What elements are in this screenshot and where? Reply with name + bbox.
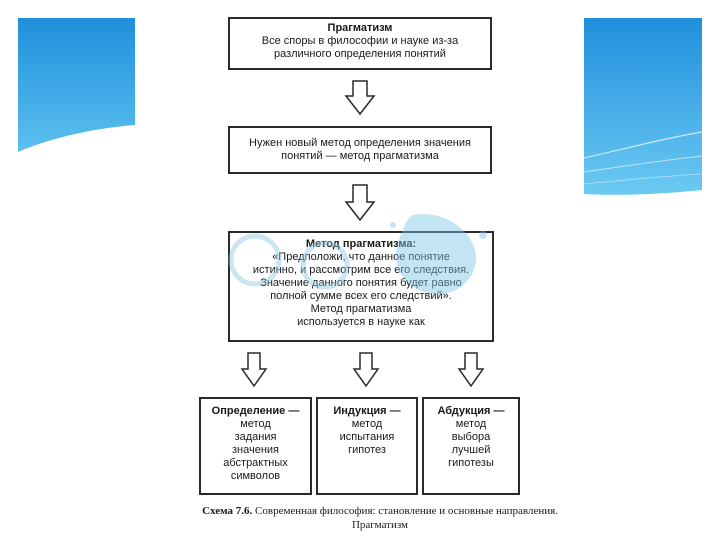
watermark-logo — [213, 205, 513, 305]
down-arrow-icon — [352, 352, 380, 388]
definition-box — [199, 397, 312, 495]
right-wave-decoration — [580, 0, 720, 210]
definition-title: Определение — — [211, 405, 300, 417]
abduction-text-line: выбора — [451, 431, 491, 443]
new-method-text-line: понятий — метод прагматизма — [281, 150, 439, 162]
new-method-box — [228, 126, 492, 174]
definition-text-line: абстрактных — [223, 457, 288, 469]
abduction-text-line: гипотезы — [448, 457, 494, 469]
induction-text-line: гипотез — [348, 444, 386, 456]
left-wave-decoration — [0, 0, 140, 160]
down-arrow-icon — [240, 352, 268, 388]
induction-title: Индукция — — [333, 405, 401, 417]
induction-box — [316, 397, 418, 495]
induction-text-line: метод — [351, 418, 383, 430]
down-arrow-icon — [344, 80, 376, 116]
abduction-text-line: метод — [455, 418, 487, 430]
abduction-box — [422, 397, 520, 495]
method-text-line: Метод прагматизма — [310, 303, 412, 315]
abduction-text-line: лучшей — [451, 444, 491, 456]
method-text-line: истинно, и рассмотрим все его следствия. — [252, 264, 470, 276]
induction-text-line: испытания — [339, 431, 395, 443]
method-text-line: «Предположи, что данное понятие — [272, 251, 450, 263]
abduction-title: Абдукция — — [437, 405, 505, 417]
method-text-line: Значение данного понятия будет равно — [260, 277, 462, 289]
method-text-line: полной сумме всех его следствий». — [270, 290, 452, 302]
definition-text-line: символов — [230, 470, 281, 482]
new-method-text-line: Нужен новый метод определения значения — [249, 137, 471, 149]
definition-text-line: метод — [240, 418, 271, 430]
pragmatism-title: Прагматизм — [327, 22, 393, 34]
method-text-line: используется в науке как — [297, 316, 425, 328]
pragmatism-text-line: различного определения понятий — [274, 48, 446, 60]
pragmatism-text-line: Все споры в философии и науке из-за — [261, 35, 459, 47]
caption-label: Схема 7.6. — [202, 505, 253, 517]
definition-text-line: значения — [231, 444, 280, 456]
down-arrow-icon — [457, 352, 485, 388]
pragmatism-box — [228, 17, 492, 70]
caption-text: Современная философия: становление и основные направления. — [255, 505, 558, 517]
caption-subtitle: Прагматизм — [351, 519, 409, 531]
method-title: Метод прагматизма: — [305, 238, 417, 250]
figure-caption — [100, 504, 660, 532]
definition-text-line: задания — [234, 431, 277, 443]
